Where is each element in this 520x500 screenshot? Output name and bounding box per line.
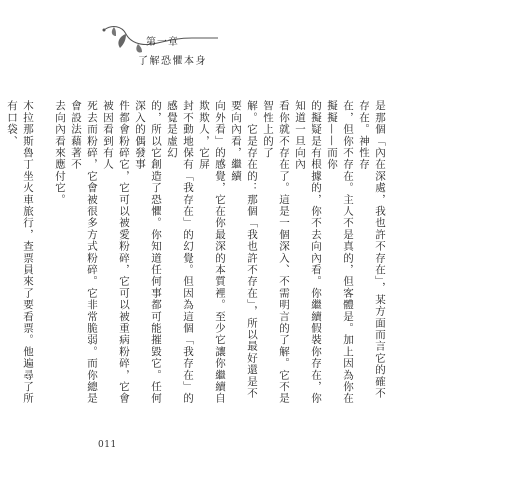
text-column: 向外看」的感覺，它在你最深的本質裡。至少它讓你繼續自欺欺人，它屏 (198, 100, 226, 405)
chapter-number: 第一章 (146, 37, 179, 48)
chapter-title: 了解恐懼本身 (138, 56, 207, 67)
text-column: 在，但你不存在。主人不是真的，但客體是。加上因為你在擬擬——而你 (326, 100, 354, 405)
text-column: 的擬疑是有根據的，你不去向內看。你繼續假裝你存在，你知道一旦向內 (294, 100, 322, 405)
text-column: 是那個「內在深處，我也許不存在」，某方面而言它的確不存在。神性存 (358, 100, 386, 399)
text-column: 看你就不存在了。這是一個深入、不需明言的了解。它不是智性上的了 (262, 100, 290, 405)
page-number: 011 (98, 440, 117, 450)
text-column: 死去而粉碎，它會被很多方式粉碎。它非常脆弱。而你總是會設法藉著不 (70, 100, 98, 405)
vertical-text-body (0, 100, 388, 408)
text-column: 解。它是存在的：那個「我也許不存在」，所以最好還是不要向內看，繼續 (230, 100, 258, 399)
text-column: 件都會粉碎它，它可以被愛粉碎，它可以被重病粉碎，它會被因看到有人 (102, 100, 130, 405)
text-column: 的，所以它創造了恐懼。你知道任何事都可能摧毀它。任何深入的偶發事 (134, 100, 162, 405)
text-column: 封不動地保有「我存在」的幻覺。但因為這個「我存在」的感覺是虛幻 (166, 100, 194, 405)
text-column: 木拉那斯魯丁坐火車旅行，查票員來了要看票。他遍尋了所有口袋、 (6, 100, 34, 405)
text-column: 去向內看來應付它。 (54, 100, 66, 206)
